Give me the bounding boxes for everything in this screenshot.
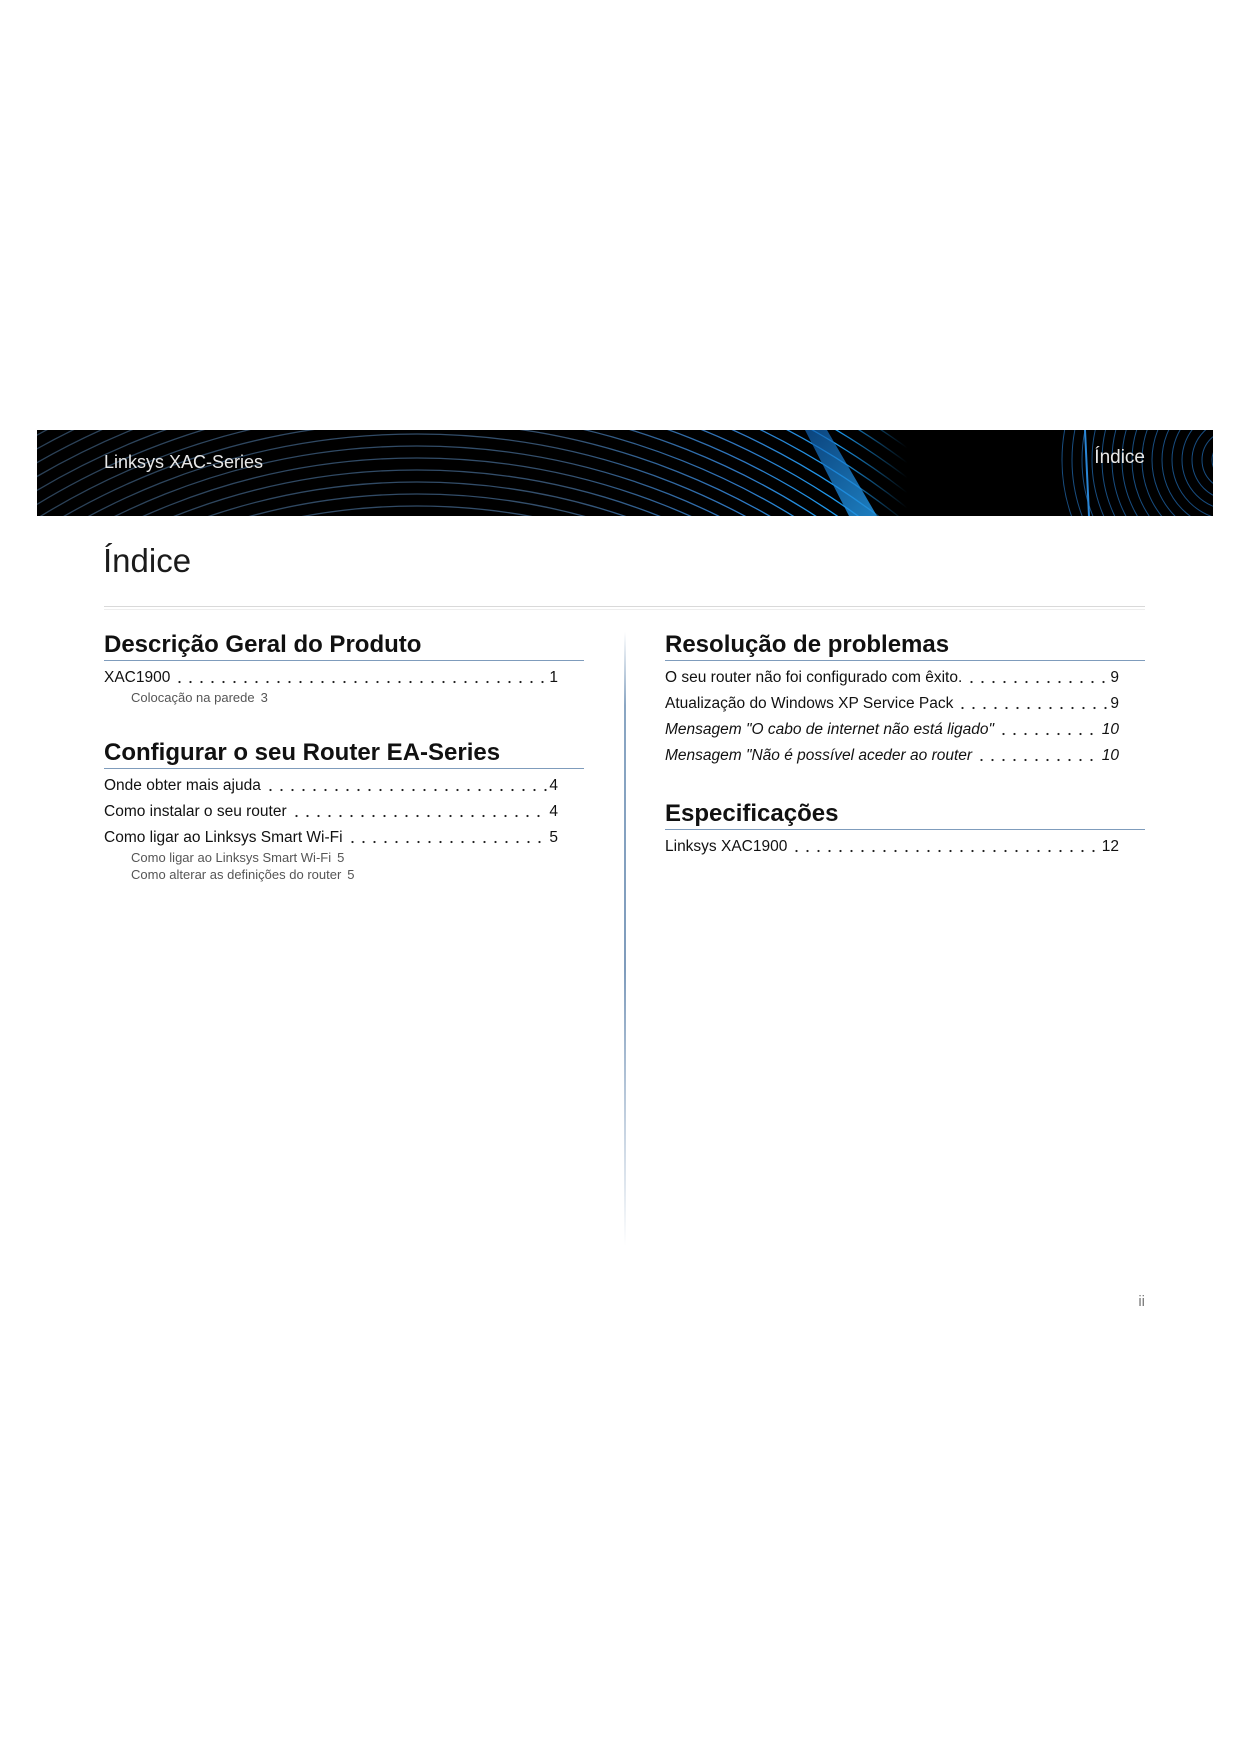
toc-subentry-page: 3: [260, 690, 268, 705]
toc-section-heading: Especificações: [665, 799, 1145, 830]
toc-entry-label: Mensagem "Não é possível aceder ao router: [665, 747, 973, 764]
header-arc: [1082, 430, 1213, 516]
toc-section: [104, 738, 584, 883]
header-arc: [1212, 440, 1213, 480]
page-title: Índice: [103, 542, 192, 579]
dot-leader: [265, 775, 548, 797]
header-arc: [37, 434, 1113, 516]
toc-entry-label: O seu router não foi configurado com êxito.: [665, 669, 963, 686]
toc-section-heading: Resolução de problemas: [665, 630, 1145, 661]
toc-entry-label: Como ligar ao Linksys Smart Wi-Fi: [104, 829, 343, 846]
toc-section: [665, 630, 1145, 767]
header-banner: [37, 430, 1213, 516]
header-banner-art: [37, 430, 1213, 516]
dot-leader: [976, 745, 1100, 767]
toc-subentry-page: 5: [337, 850, 345, 865]
toc-entry-label: XAC1900: [104, 669, 171, 686]
toc-subentry-link[interactable]: [104, 849, 558, 866]
toc-entry-label: Como instalar o seu router: [104, 803, 287, 820]
toc-entry-page: 12: [1101, 838, 1119, 855]
header-arcs-main: [37, 430, 1213, 516]
dot-leader: [998, 719, 1100, 741]
title-rule: [104, 606, 1145, 610]
dot-leader: [174, 667, 547, 689]
header-arc: [1122, 430, 1213, 516]
toc-entry-link[interactable]: [104, 667, 558, 689]
toc-section: [104, 630, 584, 706]
toc-entry: [104, 801, 558, 823]
toc-right-column: [665, 630, 1145, 858]
toc-section: [665, 799, 1145, 858]
toc-entry: [104, 775, 558, 797]
toc-entry-page: 5: [549, 829, 558, 846]
toc-entry-link[interactable]: [665, 667, 1119, 689]
header-arc: [37, 430, 1161, 516]
toc-subentry-label: Colocação na parede: [131, 690, 255, 705]
toc-entry-link[interactable]: [104, 801, 558, 823]
toc-subentry-label: Como alterar as definições do router: [131, 867, 342, 882]
toc-entry: [665, 719, 1119, 741]
toc-entry-link[interactable]: [665, 693, 1119, 715]
toc-entry-page: 1: [549, 669, 558, 686]
header-product-name: Linksys XAC-Series: [104, 452, 264, 472]
toc-subentry-label: Como ligar ao Linksys Smart Wi-Fi: [131, 850, 332, 865]
header-section-name: Índice: [1094, 447, 1145, 468]
toc-subentry-link[interactable]: [104, 866, 558, 883]
toc-entry-link[interactable]: [104, 775, 558, 797]
dot-leader: [791, 836, 1099, 858]
page-number: ii: [1138, 1293, 1145, 1310]
column-divider: [624, 632, 626, 1246]
toc-entry-link[interactable]: [665, 836, 1119, 858]
toc-subentry-page: 5: [347, 867, 355, 882]
toc-entry-page: 4: [549, 803, 558, 820]
toc-entry-label: Onde obter mais ajuda: [104, 777, 261, 794]
toc-entry-label: Linksys XAC1900: [665, 838, 788, 855]
toc-entry-link[interactable]: [665, 745, 1119, 767]
toc-entry: [104, 827, 558, 883]
toc-entries: [104, 667, 558, 706]
toc-entry-link[interactable]: [104, 827, 558, 849]
header-arc: [1132, 430, 1213, 516]
toc-entry-label: Atualização do Windows XP Service Pack: [665, 695, 954, 712]
toc-entries: [665, 836, 1119, 858]
toc-entry-page: 4: [549, 777, 558, 794]
toc-entry: [104, 667, 558, 706]
toc-entry-page: 9: [1110, 695, 1119, 712]
dot-leader: [347, 827, 548, 849]
toc-entry: [665, 836, 1119, 858]
toc-entries: [665, 667, 1119, 767]
dot-leader: [291, 801, 548, 823]
toc-section-heading: Configurar o seu Router EA-Series: [104, 738, 584, 769]
toc-entry: [665, 745, 1119, 767]
toc-entry-label: Mensagem "O cabo de internet não está ligado": [665, 721, 994, 738]
dot-leader: [957, 693, 1108, 715]
toc-entry-link[interactable]: [665, 719, 1119, 741]
dot-leader: [966, 667, 1108, 689]
header-arc: [1152, 430, 1213, 516]
header-blue-line: [1085, 430, 1089, 516]
toc-subentry-link[interactable]: [104, 689, 558, 706]
toc-entry: [665, 667, 1119, 689]
toc-entry-page: 10: [1101, 721, 1119, 738]
toc-entry-page: 9: [1110, 669, 1119, 686]
toc-left-column: [104, 630, 584, 883]
toc-entry: [665, 693, 1119, 715]
header-arc: [1112, 430, 1213, 516]
header-arc: [1202, 430, 1213, 490]
toc-section-heading: Descrição Geral do Produto: [104, 630, 584, 661]
toc-entries: [104, 775, 558, 883]
toc-entry-page: 10: [1101, 747, 1119, 764]
